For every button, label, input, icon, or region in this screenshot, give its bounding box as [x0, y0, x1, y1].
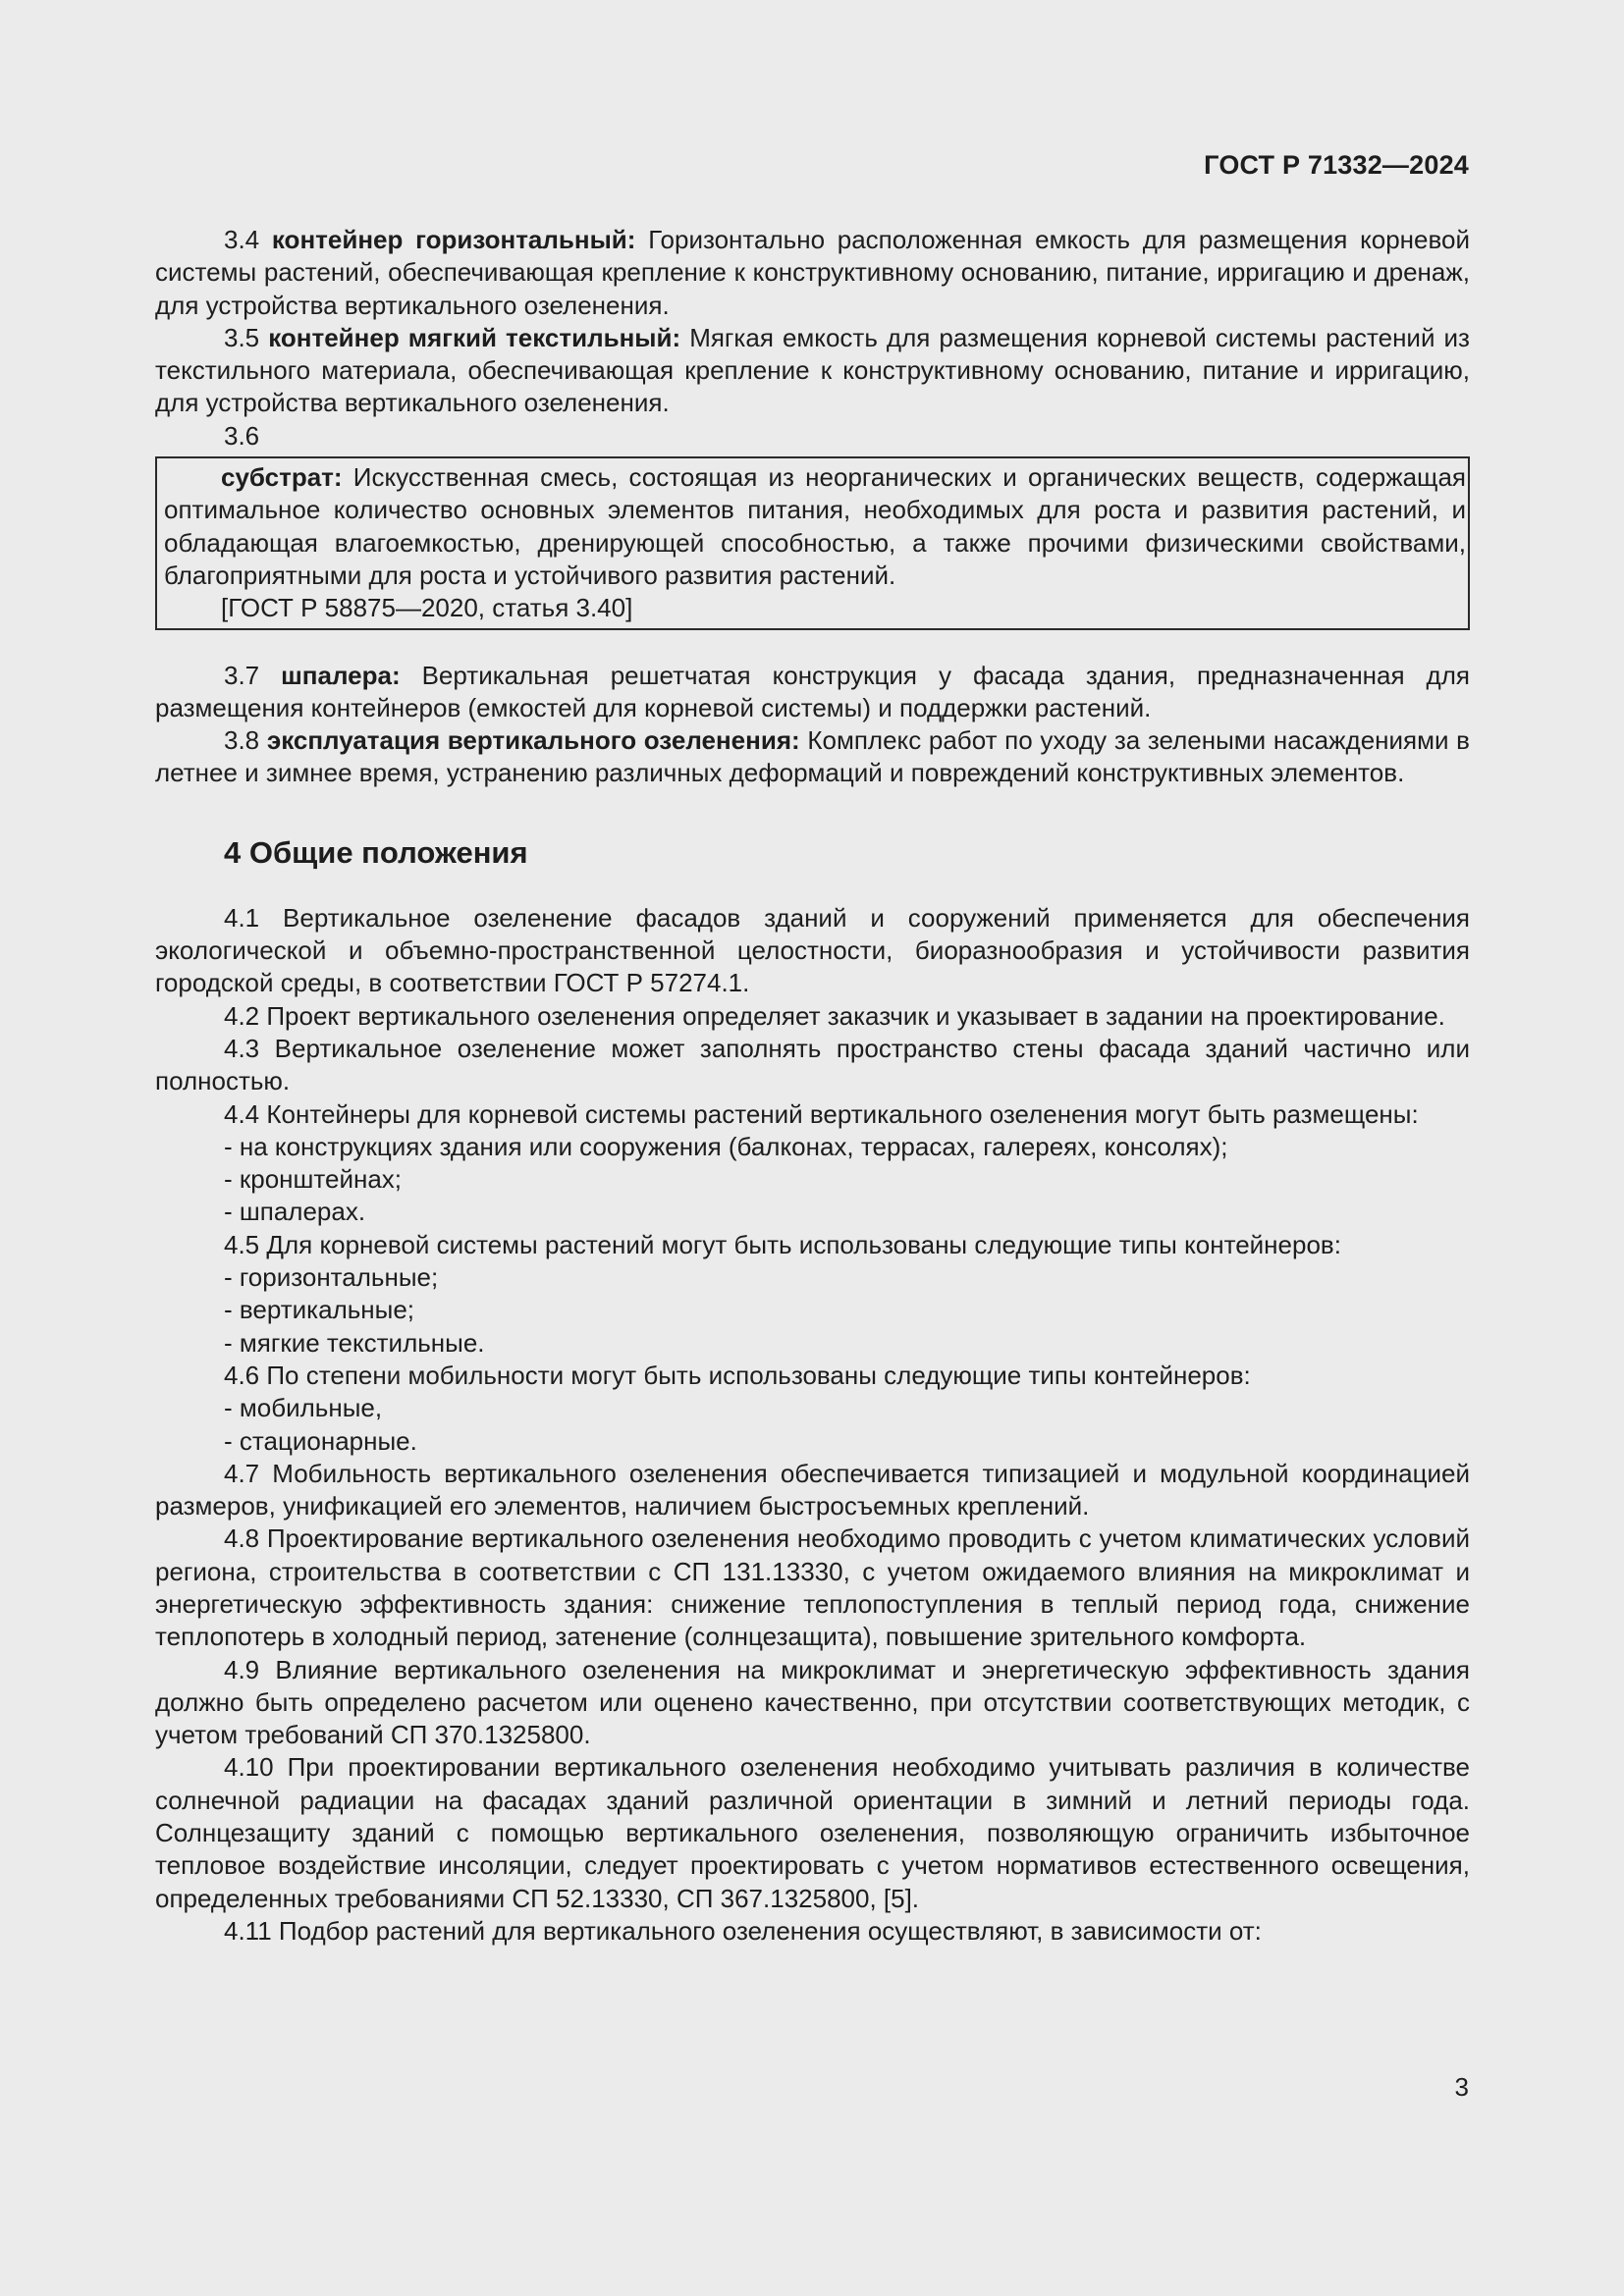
paragraph-4-2: 4.2 Проект вертикального озеленения определяет заказчик и указывает в задании на проектирование.: [224, 1000, 1445, 1031]
document-header: ГОСТ Р 71332—2024: [1204, 150, 1469, 180]
list-item: - горизонтальные;: [224, 1262, 439, 1293]
term-definition: Комплекс работ по уходу за зелеными насаждениями в летнее и зимнее время, устранению различных деформаций и повреждений конструктивных элементов.: [155, 725, 1470, 788]
list-item: - стационарные.: [224, 1425, 417, 1456]
paragraph-4-6: 4.6 По степени мобильности могут быть использованы следующие типы контейнеров:: [224, 1360, 1251, 1390]
term-title: шпалера:: [281, 660, 401, 690]
term-definition: Горизонтально расположенная емкость для размещения корневой системы растений, обеспечивающая крепление к конструктивному основанию, питание, ирригацию и дренаж, для устройства вертикального озеленения.: [155, 225, 1470, 320]
term-3-4: [155, 224, 1470, 322]
list-item: - шпалерах.: [224, 1197, 366, 1227]
term-number: 3.4: [224, 225, 260, 254]
section-heading: 4 Общие положения: [224, 834, 528, 870]
list-item: - мобильные,: [224, 1393, 383, 1423]
paragraph-4-4: 4.4 Контейнеры для корневой системы растений вертикального озеленения могут быть размещены:: [224, 1098, 1419, 1129]
term-title: контейнер горизонтальный:: [271, 225, 636, 254]
term-title: субстрат:: [221, 462, 343, 493]
term-3-8: [155, 724, 1470, 790]
term-3-6-number: 3.6: [224, 420, 260, 451]
list-item: - кронштейнах;: [224, 1164, 403, 1195]
term-number: 3.5: [224, 322, 260, 352]
term-definition: Искусственная смесь, состоящая из неорганических и органических веществ, содержащая оптимальное количество основных элементов питания, необходимых для роста и развития растений, и обладающая влагоемкостью, дренирующей способностью, а также прочими физическими свойствами, благоприятными для роста и устойчивого развития растений.: [164, 462, 1466, 590]
paragraph-4-5: 4.5 Для корневой системы растений могут быть использованы следующие типы контейнеров:: [224, 1229, 1341, 1259]
term-3-7: [155, 660, 1470, 725]
term-source-reference: [ГОСТ Р 58875—2020, статья 3.40]: [221, 593, 633, 623]
paragraph-4-7: 4.7 Мобильность вертикального озеленения обеспечивается типизацией и модульной координацией размеров, унификацией его элементов, наличием быстросъемных креплений.: [155, 1458, 1470, 1522]
paragraph-4-8: 4.8 Проектирование вертикального озеленения необходимо проводить с учетом климатических условий региона, строительства в соответствии с СП 131.13330, с учетом ожидаемого влияния на микроклимат и энергетическую эффективность здания: снижение теплопоступления в теплый период года, снижение теплопотерь в холодный период, затенение (солнцезащита), повышение зрительного комфорта.: [155, 1523, 1470, 1652]
quoted-term-box: [155, 456, 1470, 629]
document-body: [155, 224, 1470, 1948]
paragraph-4-10: 4.10 При проектировании вертикального озеленения необходимо учитывать различия в количестве солнечной радиации на фасадах зданий различной ориентации в зимний и летний периоды года. Солнцезащиту зданий с помощью вертикального озеленения, позволяющую ограничить избыточное тепловое воздействие инсоляции, следует проектировать с учетом нормативов естественного освещения, определенных требованиями СП 52.13330, СП 367.1325800, [5].: [155, 1752, 1470, 1913]
term-3-6: [164, 461, 1466, 592]
paragraph-4-11: 4.11 Подбор растений для вертикального озеленения осуществляют, в зависимости от:: [224, 1915, 1262, 1946]
term-title: эксплуатация вертикального озеленения:: [266, 725, 800, 756]
term-definition: Мягкая емкость для размещения корневой системы растений из текстильного материала, обеспечивающая крепление к конструктивному основанию, питание и ирригацию, для устройства вертикального озеленения.: [155, 322, 1470, 418]
term-definition: Вертикальная решетчатая конструкция у фасада здания, предназначенная для размещения контейнеров (емкостей для корневой системы) и поддержки растений.: [155, 660, 1470, 722]
paragraph-4-3: 4.3 Вертикальное озеленение может заполнять пространство стены фасада зданий частично или полностью.: [155, 1033, 1470, 1096]
paragraph-4-1: 4.1 Вертикальное озеленение фасадов зданий и сооружений применяется для обеспечения экологической и объемно-пространственной целостности, биоразнообразия и устойчивости развития городской среды, в соответствии ГОСТ Р 57274.1.: [155, 902, 1470, 998]
term-3-5: [155, 322, 1470, 420]
paragraph-4-9: 4.9 Влияние вертикального озеленения на микроклимат и энергетическую эффективность здания должно быть определено расчетом или оценено качественно, при отсутствии соответствующих методик, с учетом требований СП 370.1325800.: [155, 1654, 1470, 1750]
term-number: 3.8: [224, 725, 260, 756]
term-number: 3.7: [224, 660, 260, 690]
list-item: - на конструкциях здания или сооружения (балконах, террасах, галереях, консолях);: [224, 1131, 1228, 1161]
list-item: - мягкие текстильные.: [224, 1327, 485, 1358]
page-number: 3: [1454, 2072, 1469, 2102]
list-item: - вертикальные;: [224, 1295, 415, 1325]
term-title: контейнер мягкий текстильный:: [268, 322, 681, 352]
